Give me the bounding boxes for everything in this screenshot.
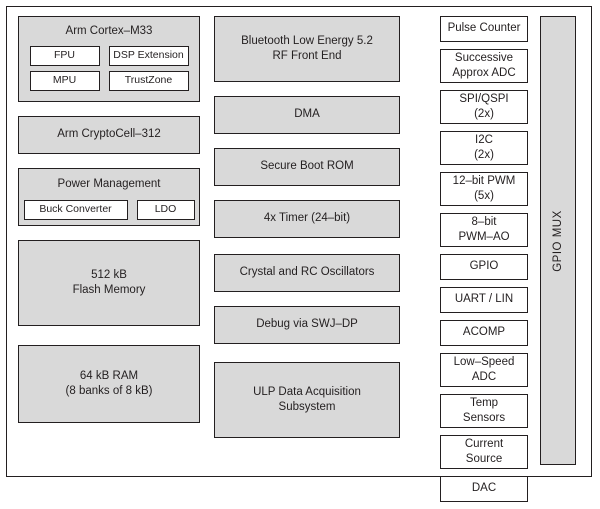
block-dma-label: DMA	[294, 108, 320, 121]
block-successive-approx-adc	[440, 49, 528, 83]
diagram-column-core	[18, 16, 200, 423]
block-12-bit-pwm-line-2: (5x)	[474, 190, 494, 202]
block-spi-qspi	[440, 90, 528, 124]
block-pulse-counter-label: Pulse Counter	[447, 22, 521, 35]
block-spi-qspi-line-2: (2x)	[474, 108, 494, 120]
cortex-subrow-1	[22, 46, 196, 66]
block-temp-sensors-line-2: Sensors	[462, 412, 506, 424]
block-secure-boot-rom-label: Secure Boot ROM	[260, 160, 354, 173]
subblock-trustzone: TrustZone	[109, 71, 189, 91]
diagram-column-peripherals	[214, 16, 400, 438]
block-temp-sensors-line-1: Temp	[469, 396, 499, 409]
block-ram	[18, 345, 200, 423]
block-uart-lin	[440, 287, 528, 313]
subblock-mpu: MPU	[30, 71, 100, 91]
block-oscillators	[214, 254, 400, 292]
block-timer-label: 4x Timer (24–bit)	[263, 212, 351, 225]
subblock-ldo: LDO	[137, 200, 195, 220]
block-flash-memory-label: Flash Memory	[72, 284, 146, 296]
block-8-bit-pwm-ao-line-2: PWM–AO	[458, 231, 510, 243]
block-gpio-mux	[540, 16, 576, 465]
block-ble-line-2: RF Front End	[272, 50, 342, 62]
block-pulse-counter	[440, 16, 528, 42]
block-gpio-mux-label: GPIO MUX	[552, 209, 565, 272]
block-arm-cryptocell-312	[18, 116, 200, 154]
block-timer	[214, 200, 400, 238]
block-i2c-line-1: I2C	[475, 133, 493, 146]
block-debug-swj-dp	[214, 306, 400, 344]
block-low-speed-adc	[440, 353, 528, 387]
subblock-dsp-extension: DSP Extension	[109, 46, 189, 66]
block-ble-line-1: Bluetooth Low Energy 5.2	[241, 34, 373, 47]
block-i2c-line-2: (2x)	[474, 149, 494, 161]
block-gpio-label: GPIO	[469, 260, 499, 273]
diagram-column-io	[440, 16, 528, 509]
block-ulp-data-acquisition	[214, 362, 400, 438]
block-flash-memory-size: 512 kB	[91, 268, 127, 281]
block-ram-label: 64 kB RAM	[79, 369, 139, 382]
block-power-management-label: Power Management	[57, 178, 161, 190]
block-dma	[214, 96, 400, 134]
block-uart-lin-label: UART / LIN	[454, 293, 514, 306]
block-power-management	[18, 168, 200, 226]
block-i2c	[440, 131, 528, 165]
block-low-speed-adc-line-1: Low–Speed	[453, 355, 515, 368]
block-8-bit-pwm-ao-line-1: 8–bit	[471, 215, 497, 228]
block-temp-sensors	[440, 394, 528, 428]
block-ram-detail: (8 banks of 8 kB)	[65, 385, 153, 397]
block-dac-label: DAC	[471, 482, 497, 495]
block-oscillators-label: Crystal and RC Oscillators	[239, 266, 375, 279]
block-spi-qspi-line-1: SPI/QSPI	[459, 92, 509, 105]
block-ulp-line-1: ULP Data Acquisition	[253, 385, 361, 398]
block-current-source	[440, 435, 528, 469]
block-successive-approx-adc-line-2: Approx ADC	[452, 67, 516, 79]
subblock-buck-converter: Buck Converter	[24, 200, 128, 220]
power-subrow	[22, 200, 196, 220]
block-ulp-line-2: Subsystem	[278, 401, 336, 413]
block-acomp	[440, 320, 528, 346]
block-successive-approx-adc-line-1: Successive	[454, 51, 514, 64]
block-gpio	[440, 254, 528, 280]
block-flash-memory	[18, 240, 200, 326]
block-debug-swj-dp-label: Debug via SWJ–DP	[256, 318, 358, 331]
subblock-fpu: FPU	[30, 46, 100, 66]
block-12-bit-pwm-line-1: 12–bit PWM	[452, 174, 516, 187]
block-secure-boot-rom	[214, 148, 400, 186]
block-low-speed-adc-line-2: ADC	[471, 371, 497, 383]
block-acomp-label: ACOMP	[462, 326, 506, 339]
block-arm-cortex-m33	[18, 16, 200, 102]
block-8-bit-pwm-ao	[440, 213, 528, 247]
block-current-source-line-2: Source	[465, 453, 503, 465]
block-12-bit-pwm	[440, 172, 528, 206]
block-current-source-line-1: Current	[464, 437, 504, 450]
block-dac	[440, 476, 528, 502]
cortex-subrow-2	[22, 71, 196, 91]
block-bluetooth-low-energy	[214, 16, 400, 82]
block-arm-cortex-m33-label: Arm Cortex–M33	[65, 25, 153, 37]
block-arm-cryptocell-312-label: Arm CryptoCell–312	[57, 128, 161, 141]
